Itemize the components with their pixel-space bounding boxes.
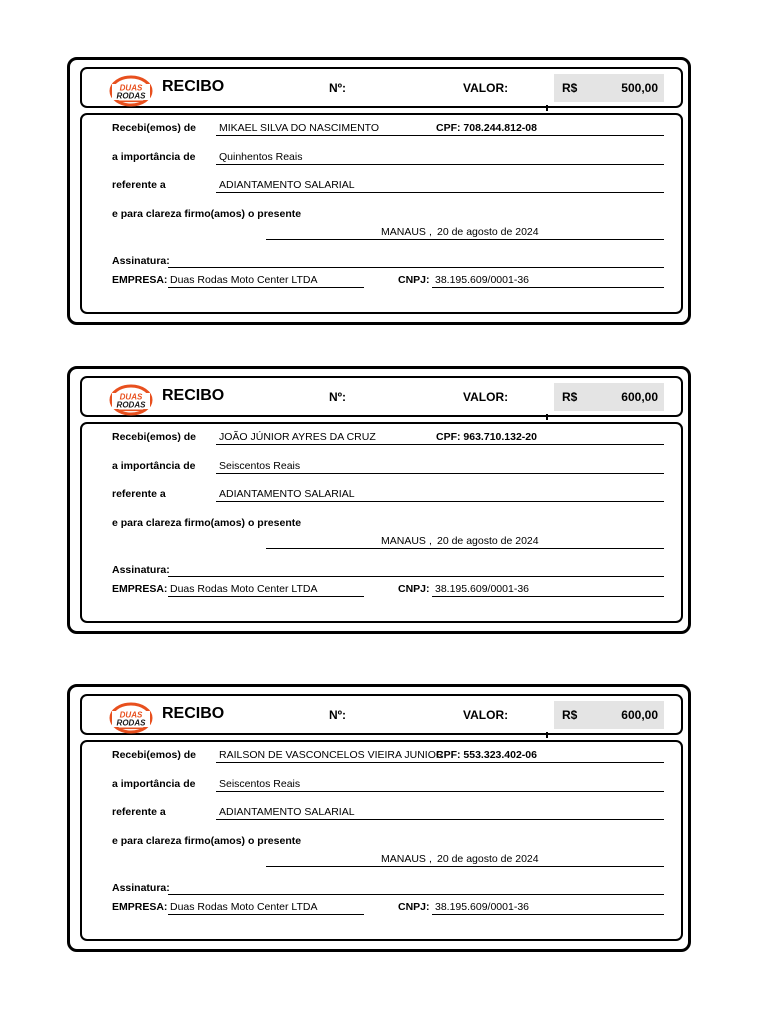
svg-text:DUAS: DUAS	[119, 710, 143, 720]
duas-rodas-logo	[109, 384, 153, 416]
date-line	[266, 239, 664, 240]
recebi-label: Recebi(emos) de	[112, 122, 197, 134]
receipt-header	[80, 67, 683, 108]
signature-line	[168, 267, 664, 268]
empresa-line	[168, 287, 364, 288]
svg-text:RODAS: RODAS	[116, 718, 146, 728]
valor-label: VALOR:	[463, 390, 509, 404]
svg-text:DUAS: DUAS	[119, 83, 143, 93]
cnpj-label: CNPJ:	[398, 901, 430, 913]
importancia-value: Seiscentos Reais	[219, 778, 301, 790]
currency-symbol: R$	[562, 81, 578, 95]
assinatura-label: Assinatura:	[112, 564, 170, 576]
date: 20 de agosto de 2024	[437, 535, 539, 547]
referente-value: ADIANTAMENTO SALARIAL	[219, 806, 355, 818]
importancia-line	[216, 791, 664, 792]
date-line	[266, 548, 664, 549]
city: MANAUS	[381, 853, 426, 865]
amount-value: 500,00	[621, 81, 658, 95]
importancia-label: a importância de	[112, 460, 196, 472]
city: MANAUS	[381, 226, 426, 238]
divider-tick	[546, 414, 548, 420]
assinatura-label: Assinatura:	[112, 882, 170, 894]
date: 20 de agosto de 2024	[437, 853, 539, 865]
receipt-card	[67, 57, 691, 325]
empresa-value: Duas Rodas Moto Center LTDA	[170, 583, 318, 595]
cnpj-line	[432, 596, 664, 597]
cnpj-value: 38.195.609/0001-36	[435, 274, 530, 286]
duas-rodas-logo	[109, 702, 153, 734]
valor-box	[554, 383, 664, 411]
svg-text:RODAS: RODAS	[116, 400, 146, 410]
cnpj-line	[432, 914, 664, 915]
valor-label: VALOR:	[463, 81, 509, 95]
cpf-value: CPF: 708.244.812-08	[436, 122, 537, 134]
divider-tick	[546, 732, 548, 738]
empresa-value: Duas Rodas Moto Center LTDA	[170, 274, 318, 286]
importancia-value: Quinhentos Reais	[219, 151, 303, 163]
signature-line	[168, 894, 664, 895]
valor-box	[554, 701, 664, 729]
receipt-number-label: Nº:	[329, 708, 347, 722]
empresa-label: EMPRESA:	[112, 901, 168, 913]
receipt-card	[67, 366, 691, 634]
empresa-label: EMPRESA:	[112, 583, 168, 595]
recebi-label: Recebi(emos) de	[112, 749, 197, 761]
name-line	[216, 135, 664, 136]
importancia-line	[216, 164, 664, 165]
comma: ,	[429, 853, 432, 865]
assinatura-label: Assinatura:	[112, 255, 170, 267]
referente-label: referente a	[112, 488, 166, 500]
referente-line	[216, 192, 664, 193]
referente-label: referente a	[112, 179, 166, 191]
receipt-card	[67, 684, 691, 952]
referente-value: ADIANTAMENTO SALARIAL	[219, 488, 355, 500]
importancia-value: Seiscentos Reais	[219, 460, 301, 472]
referente-line	[216, 819, 664, 820]
valor-box	[554, 74, 664, 102]
comma: ,	[429, 226, 432, 238]
receipt-title: RECIBO	[162, 78, 225, 95]
divider-tick	[546, 105, 548, 111]
referente-line	[216, 501, 664, 502]
svg-text:RODAS: RODAS	[116, 91, 146, 101]
receipt-title: RECIBO	[162, 387, 225, 404]
svg-text:DUAS: DUAS	[119, 392, 143, 402]
receipt-header	[80, 376, 683, 417]
clareza-text: e para clareza firmo(amos) o presente	[112, 835, 302, 847]
receipt-number-label: Nº:	[329, 390, 347, 404]
receipt-body	[80, 740, 683, 941]
name-line	[216, 444, 664, 445]
receipt-header	[80, 694, 683, 735]
payee-name: MIKAEL SILVA DO NASCIMENTO	[219, 122, 380, 134]
receipt-body	[80, 113, 683, 314]
cnpj-line	[432, 287, 664, 288]
city: MANAUS	[381, 535, 426, 547]
currency-symbol: R$	[562, 390, 578, 404]
amount-value: 600,00	[621, 390, 658, 404]
clareza-text: e para clareza firmo(amos) o presente	[112, 517, 302, 529]
importancia-label: a importância de	[112, 151, 196, 163]
amount-value: 600,00	[621, 708, 658, 722]
comma: ,	[429, 535, 432, 547]
recebi-label: Recebi(emos) de	[112, 431, 197, 443]
cnpj-label: CNPJ:	[398, 274, 430, 286]
payee-name: JOÃO JÚNIOR AYRES DA CRUZ	[219, 431, 376, 443]
empresa-line	[168, 914, 364, 915]
empresa-line	[168, 596, 364, 597]
date-line	[266, 866, 664, 867]
clareza-text: e para clareza firmo(amos) o presente	[112, 208, 302, 220]
valor-label: VALOR:	[463, 708, 509, 722]
payee-name: RAILSON DE VASCONCELOS VIEIRA JUNIOR	[219, 749, 444, 761]
empresa-value: Duas Rodas Moto Center LTDA	[170, 901, 318, 913]
cnpj-value: 38.195.609/0001-36	[435, 583, 530, 595]
duas-rodas-logo	[109, 75, 153, 107]
currency-symbol: R$	[562, 708, 578, 722]
importancia-line	[216, 473, 664, 474]
date: 20 de agosto de 2024	[437, 226, 539, 238]
importancia-label: a importância de	[112, 778, 196, 790]
cnpj-value: 38.195.609/0001-36	[435, 901, 530, 913]
name-line	[216, 762, 664, 763]
receipt-body	[80, 422, 683, 623]
referente-value: ADIANTAMENTO SALARIAL	[219, 179, 355, 191]
cnpj-label: CNPJ:	[398, 583, 430, 595]
receipt-number-label: Nº:	[329, 81, 347, 95]
cpf-value: CPF: 553.323.402-06	[436, 749, 537, 761]
receipt-title: RECIBO	[162, 705, 225, 722]
cpf-value: CPF: 963.710.132-20	[436, 431, 537, 443]
referente-label: referente a	[112, 806, 166, 818]
signature-line	[168, 576, 664, 577]
empresa-label: EMPRESA:	[112, 274, 168, 286]
